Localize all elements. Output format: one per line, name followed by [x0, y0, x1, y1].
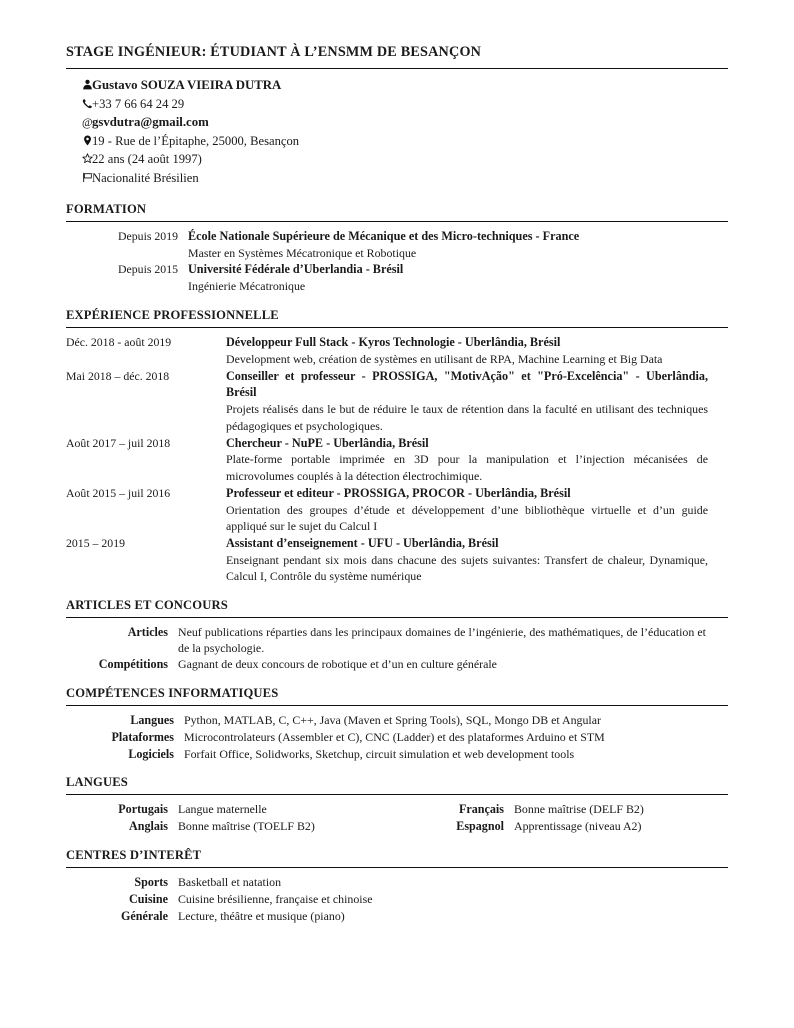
articles-row	[66, 624, 728, 657]
contact-phone: +33 7 66 64 24 29	[92, 96, 185, 111]
education-degree: Master en Systèmes Mécatronique et Robotique	[188, 245, 417, 260]
language-cell	[402, 801, 728, 818]
contact-row-age	[66, 152, 728, 171]
experience-date: 2015 – 2019	[66, 535, 125, 550]
language-label: Portugais	[118, 802, 168, 817]
resume-page	[66, 44, 728, 924]
section-title-formation: FORMATION	[66, 202, 147, 217]
language-cell	[402, 818, 728, 835]
education-entry	[66, 228, 728, 261]
experience-date: Déc. 2018 - août 2019	[66, 334, 172, 349]
experience-entry	[66, 368, 728, 435]
section-divider-articles	[66, 617, 728, 618]
experience-description: Orientation des groupes d’étude et développement d’une bibliothèque virtuelle et d’un guide appliqué sur le sujet du Calcul I	[226, 502, 708, 533]
contact-email: gsvdutra@gmail.com	[92, 115, 209, 130]
interests-rows	[66, 874, 728, 924]
experience-role: Professeur et editeur - PROSSIGA, PROCOR - Uberlândia, Brésil	[226, 485, 571, 500]
skills-label: Plataformes	[111, 729, 174, 744]
section-divider-languages	[66, 794, 728, 795]
section-skills	[66, 686, 728, 762]
contact-row-phone	[66, 97, 728, 116]
language-row	[66, 818, 728, 835]
articles-rows	[66, 624, 728, 674]
experience-description: Plate-forme portable imprimée en 3D pour la manipulation et l’injection mécanisées de microvolumes couplés à la détection électrochimique.	[226, 452, 708, 483]
page-title: STAGE INGÉNIEUR: ÉTUDIANT À L’ENSMM DE BESANÇON	[66, 44, 482, 60]
language-cell	[66, 818, 402, 835]
experience-role: Assistant d’enseignement - UFU - Uberlândia, Brésil	[226, 535, 499, 550]
interest-value: Basketball et natation	[178, 875, 282, 890]
section-title-interests: CENTRES D’INTERÊT	[66, 848, 202, 863]
experience-description: Projets réalisés dans le but de réduire le taux de rétention dans la faculté en utilisant des techniques pédagogiques et psychologiques.	[226, 402, 708, 433]
skills-row	[66, 729, 728, 746]
skills-value: Microcontrolateurs (Assembler et C), CNC (Ladder) et des plataformes Arduino et STM	[184, 729, 605, 744]
section-divider-skills	[66, 705, 728, 706]
education-date: Depuis 2019	[118, 229, 178, 244]
flag-icon	[66, 172, 92, 186]
experience-date: Août 2017 – juil 2018	[66, 435, 171, 450]
interest-row	[66, 908, 728, 925]
contact-address: 19 - Rue de l’Épitaphe, 25000, Besançon	[92, 133, 300, 148]
education-date: Depuis 2015	[118, 262, 178, 277]
education-institution: Université Fédérale d’Uberlandia - Brésil	[188, 262, 404, 277]
articles-label: Compétitions	[98, 657, 168, 672]
contact-age: 22 ans (24 août 1997)	[92, 152, 202, 167]
experience-role: Chercheur - NuPE - Uberlândia, Brésil	[226, 435, 429, 450]
experience-role: Conseiller et professeur - PROSSIGA, "MotivAção" et "Pró-Excelência" - Uberlândia, Brésil	[226, 368, 708, 400]
experience-date: Mai 2018 – déc. 2018	[66, 368, 170, 383]
experience-role: Développeur Full Stack - Kyros Technologie - Uberlândia, Brésil	[226, 334, 561, 349]
language-level: Apprentissage (niveau A2)	[514, 819, 642, 834]
experience-entry	[66, 535, 728, 585]
skills-label: Logiciels	[128, 746, 174, 761]
interest-row	[66, 874, 728, 891]
articles-label: Articles	[127, 624, 168, 639]
language-level: Langue maternelle	[178, 802, 267, 817]
interest-row	[66, 891, 728, 908]
language-row	[66, 801, 728, 818]
section-title-languages: LANGUES	[66, 775, 128, 790]
skills-value: Forfait Office, Solidworks, Sketchup, circuit simulation et web development tools	[184, 746, 575, 761]
languages-rows	[66, 801, 728, 835]
skills-rows	[66, 712, 728, 762]
education-degree: Ingénierie Mécatronique	[188, 279, 306, 294]
section-interests	[66, 848, 728, 924]
person-icon	[66, 79, 92, 93]
interest-label: Cuisine	[129, 892, 168, 907]
articles-value: Neuf publications réparties dans les principaux domaines de l’ingénierie, des mathématiques, de l’éducation et de la psychologie.	[178, 624, 706, 656]
email-icon: @	[82, 117, 93, 130]
contact-nationality: Nacionalité Brésilien	[92, 170, 199, 185]
interest-value: Cuisine brésilienne, française et chinoise	[178, 892, 373, 907]
skills-row	[66, 746, 728, 763]
section-divider-experience	[66, 327, 728, 328]
interest-value: Lecture, théâtre et musique (piano)	[178, 908, 345, 923]
contact-row-email	[66, 115, 728, 134]
experience-description: Enseignant pendant six mois dans chacune des sujets suivantes: Transfert de chaleur, Dynamique, Calcul I, Contrôle du système numérique	[226, 552, 708, 584]
map-pin-icon	[66, 135, 92, 149]
phone-icon	[66, 98, 92, 112]
skills-label: Langues	[130, 713, 174, 728]
title-divider	[66, 68, 728, 69]
section-experience	[66, 308, 728, 585]
contact-row-name	[66, 78, 728, 97]
section-articles	[66, 598, 728, 674]
education-entry	[66, 261, 728, 294]
star-icon	[66, 153, 92, 167]
experience-entries	[66, 334, 728, 585]
contact-row-address	[66, 134, 728, 153]
articles-row	[66, 656, 728, 673]
section-title-skills: COMPÉTENCES INFORMATIQUES	[66, 686, 279, 701]
experience-date: Août 2015 – juil 2016	[66, 485, 171, 500]
language-label: Espagnol	[456, 819, 504, 834]
section-divider-formation	[66, 221, 728, 222]
experience-entry	[66, 435, 728, 485]
formation-entries	[66, 228, 728, 295]
education-institution: École Nationale Supérieure de Mécanique et des Micro-techniques - France	[188, 229, 580, 244]
language-level: Bonne maîtrise (DELF B2)	[514, 802, 644, 817]
language-level: Bonne maîtrise (TOELF B2)	[178, 819, 315, 834]
contact-name: Gustavo SOUZA VIEIRA DUTRA	[92, 78, 282, 93]
skills-value: Python, MATLAB, C, C++, Java (Maven et Spring Tools), SQL, Mongo DB et Angular	[184, 713, 601, 728]
articles-value: Gagnant de deux concours de robotique et d’un en culture générale	[178, 657, 497, 672]
experience-entry	[66, 334, 728, 367]
interest-label: Générale	[120, 908, 168, 923]
contact-row-nationality	[66, 171, 728, 190]
language-label: Anglais	[129, 819, 168, 834]
section-title-articles: ARTICLES ET CONCOURS	[66, 597, 228, 612]
section-title-experience: EXPÉRIENCE PROFESSIONNELLE	[66, 307, 279, 322]
contact-block	[66, 78, 728, 189]
skills-row	[66, 712, 728, 729]
section-formation	[66, 202, 728, 295]
language-label: Français	[458, 802, 504, 817]
section-languages	[66, 775, 728, 835]
interest-label: Sports	[134, 875, 168, 890]
experience-description: Development web, création de systèmes en utilisant de RPA, Machine Learning et Big Data	[226, 351, 663, 366]
section-divider-interests	[66, 867, 728, 868]
experience-entry	[66, 485, 728, 535]
language-cell	[66, 801, 402, 818]
